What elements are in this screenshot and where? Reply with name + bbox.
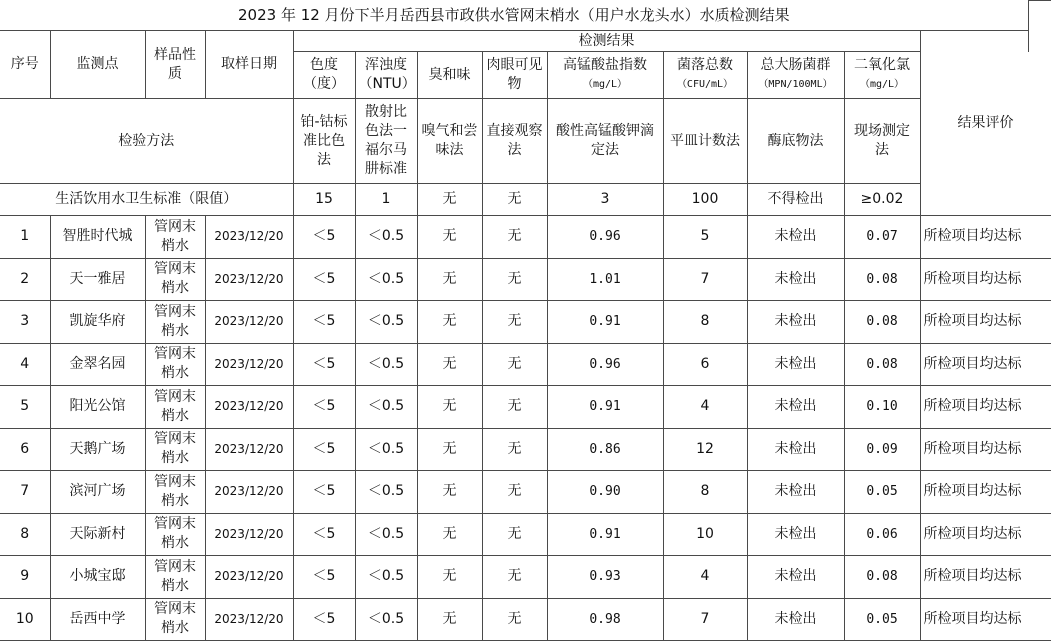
row-value: 0.09 [844,428,920,471]
row-value: 未检出 [747,343,844,386]
row-date: 2023/12/20 [205,386,293,429]
row-site: 天际新村 [50,513,145,556]
row-value: 4 [663,386,747,429]
row-value: 无 [417,216,482,259]
table-row [0,343,1051,386]
row-evaluation: 所检项目均达标 [920,598,1051,641]
table-row [0,556,1051,599]
indicator-limit: 100 [663,184,747,216]
row-value: 未检出 [747,301,844,344]
row-value: ＜5 [293,301,355,344]
row-value: 未检出 [747,386,844,429]
standard-label: 生活饮用水卫生标准（限值） [0,184,293,216]
row-site: 岳西中学 [50,598,145,641]
row-site: 凯旋华府 [50,301,145,344]
row-evaluation: 所检项目均达标 [920,556,1051,599]
indicator-unit: （mg/L） [582,79,628,90]
row-evaluation: 所检项目均达标 [920,471,1051,514]
table-row [0,386,1051,429]
row-evaluation: 所检项目均达标 [920,216,1051,259]
indicator-limit: ≥0.02 [844,184,920,216]
table-row [0,301,1051,344]
row-site: 金翠名园 [50,343,145,386]
row-value: 0.91 [547,301,663,344]
row-evaluation: 所检项目均达标 [920,513,1051,556]
row-value: ＜5 [293,513,355,556]
row-value: 0.08 [844,301,920,344]
row-value: 无 [482,258,547,301]
row-value: 12 [663,428,747,471]
indicator-unit: （度） [303,76,345,92]
row-value: 0.93 [547,556,663,599]
header-sample-type: 样品性质 [145,31,205,99]
row-value: 无 [482,301,547,344]
row-value: ＜5 [293,386,355,429]
indicator-name: 总大肠菌群 [760,57,831,73]
row-sample-type: 管网末梢水 [145,428,205,471]
indicator-name: 菌落总数 [677,57,733,73]
row-no: 9 [0,556,50,599]
row-value: 未检出 [747,471,844,514]
header-results-group: 检测结果 [293,31,920,52]
row-value: 无 [417,343,482,386]
row-value: 无 [482,428,547,471]
indicator-limit: 3 [547,184,663,216]
row-value: 8 [663,301,747,344]
row-value: 未检出 [747,556,844,599]
indicator-name: 色度 [310,57,338,73]
indicator-method: 酸性高锰酸钾滴定法 [547,99,663,184]
row-site: 智胜时代城 [50,216,145,259]
row-value: 未检出 [747,216,844,259]
row-date: 2023/12/20 [205,301,293,344]
row-value: 0.98 [547,598,663,641]
row-site: 天鹅广场 [50,428,145,471]
row-evaluation: 所检项目均达标 [920,386,1051,429]
row-evaluation: 所检项目均达标 [920,428,1051,471]
row-evaluation: 所检项目均达标 [920,301,1051,344]
indicator-limit: 无 [417,184,482,216]
row-date: 2023/12/20 [205,513,293,556]
row-value: 4 [663,556,747,599]
indicator-unit: （MPN/100ML） [758,79,833,90]
row-value: 未检出 [747,258,844,301]
row-site: 小城宝邸 [50,556,145,599]
indicator-header [417,52,482,99]
row-sample-type: 管网末梢水 [145,343,205,386]
indicator-name: 肉眼可见物 [486,57,543,92]
row-value: ＜5 [293,343,355,386]
row-value: 无 [417,598,482,641]
indicator-method: 直接观察法 [482,99,547,184]
row-value: 无 [417,301,482,344]
row-sample-type: 管网末梢水 [145,258,205,301]
row-value: ＜0.5 [355,471,417,514]
row-sample-type: 管网末梢水 [145,556,205,599]
row-value: ＜0.5 [355,598,417,641]
indicator-method: 嗅气和尝味法 [417,99,482,184]
row-date: 2023/12/20 [205,428,293,471]
row-value: 无 [417,513,482,556]
row-no: 7 [0,471,50,514]
indicator-limit: 15 [293,184,355,216]
row-site: 天一雅居 [50,258,145,301]
indicator-method: 现场测定法 [844,99,920,184]
indicator-header [663,52,747,99]
row-date: 2023/12/20 [205,598,293,641]
indicator-name: 浑浊度 [365,57,407,73]
row-site: 阳光公馆 [50,386,145,429]
row-value: ＜0.5 [355,386,417,429]
row-value: ＜5 [293,258,355,301]
row-site: 滨河广场 [50,471,145,514]
table-row [0,598,1051,641]
row-value: ＜0.5 [355,513,417,556]
row-value: 6 [663,343,747,386]
indicator-limit: 1 [355,184,417,216]
row-no: 5 [0,386,50,429]
indicator-header [355,52,417,99]
row-value: 0.91 [547,386,663,429]
row-value: 0.10 [844,386,920,429]
row-date: 2023/12/20 [205,556,293,599]
table-row [0,258,1051,301]
indicator-method: 铂-钴标准比色法 [293,99,355,184]
row-value: 无 [482,216,547,259]
row-value: ＜0.5 [355,556,417,599]
row-value: 0.08 [844,258,920,301]
row-value: 7 [663,258,747,301]
row-value: 0.96 [547,216,663,259]
row-value: ＜5 [293,598,355,641]
row-value: ＜0.5 [355,428,417,471]
row-value: 0.07 [844,216,920,259]
row-sample-type: 管网末梢水 [145,513,205,556]
header-date: 取样日期 [205,31,293,99]
row-value: 无 [417,386,482,429]
table-title: 2023 年 12 月份下半月岳西县市政供水管网末梢水（用户水龙头水）水质检测结果 [0,1,1028,31]
row-date: 2023/12/20 [205,471,293,514]
row-value: 无 [417,428,482,471]
indicator-header [844,52,920,99]
row-value: ＜0.5 [355,301,417,344]
indicator-unit: （NTU） [358,76,416,92]
row-value: ＜5 [293,428,355,471]
row-value: 0.08 [844,556,920,599]
row-value: 1.01 [547,258,663,301]
row-value: 未检出 [747,428,844,471]
row-no: 8 [0,513,50,556]
row-value: 无 [482,556,547,599]
table-row [0,216,1051,259]
row-no: 3 [0,301,50,344]
indicator-method: 平皿计数法 [663,99,747,184]
row-value: 7 [663,598,747,641]
row-value: 无 [482,343,547,386]
row-sample-type: 管网末梢水 [145,598,205,641]
row-sample-type: 管网末梢水 [145,471,205,514]
row-value: 5 [663,216,747,259]
indicator-header [747,52,844,99]
row-date: 2023/12/20 [205,258,293,301]
indicator-method: 酶底物法 [747,99,844,184]
row-value: 8 [663,471,747,514]
row-value: 无 [482,513,547,556]
row-value: ＜0.5 [355,258,417,301]
indicator-header [293,52,355,99]
row-value: 未检出 [747,513,844,556]
indicator-header [547,52,663,99]
row-value: 0.08 [844,343,920,386]
row-no: 1 [0,216,50,259]
header-site: 监测点 [50,31,145,99]
indicator-unit: （CFU/mL） [676,79,734,90]
row-date: 2023/12/20 [205,216,293,259]
row-date: 2023/12/20 [205,343,293,386]
row-no: 10 [0,598,50,641]
row-value: ＜5 [293,471,355,514]
row-value: 无 [482,386,547,429]
row-value: 无 [417,556,482,599]
row-no: 6 [0,428,50,471]
indicator-name: 臭和味 [428,66,471,83]
row-no: 2 [0,258,50,301]
row-sample-type: 管网末梢水 [145,386,205,429]
row-value: ＜5 [293,216,355,259]
row-value: 无 [482,471,547,514]
row-value: 未检出 [747,598,844,641]
row-sample-type: 管网末梢水 [145,301,205,344]
table-row [0,513,1051,556]
indicator-name: 二氧化氯 [854,57,910,73]
row-value: 0.90 [547,471,663,514]
indicator-limit: 无 [482,184,547,216]
row-value: 0.05 [844,598,920,641]
table-row [0,471,1051,514]
row-value: 0.06 [844,513,920,556]
row-value: 0.05 [844,471,920,514]
row-evaluation: 所检项目均达标 [920,258,1051,301]
row-value: ＜5 [293,556,355,599]
row-value: 0.91 [547,513,663,556]
row-value: ＜0.5 [355,343,417,386]
header-evaluation: 结果评价 [920,31,1051,216]
table-row [0,428,1051,471]
row-value: ＜0.5 [355,216,417,259]
method-label: 检验方法 [0,99,293,184]
indicator-limit: 不得检出 [747,184,844,216]
indicator-header [482,52,547,99]
row-sample-type: 管网末梢水 [145,216,205,259]
indicator-name: 高锰酸盐指数 [563,57,647,73]
row-value: 无 [417,258,482,301]
header-no: 序号 [0,31,50,99]
row-value: 无 [482,598,547,641]
row-evaluation: 所检项目均达标 [920,343,1051,386]
row-no: 4 [0,343,50,386]
row-value: 无 [417,471,482,514]
row-value: 10 [663,513,747,556]
indicator-unit: （mg/L） [859,79,905,90]
row-value: 0.86 [547,428,663,471]
indicator-method: 散射比色法一福尔马肼标准 [355,99,417,184]
row-value: 0.96 [547,343,663,386]
